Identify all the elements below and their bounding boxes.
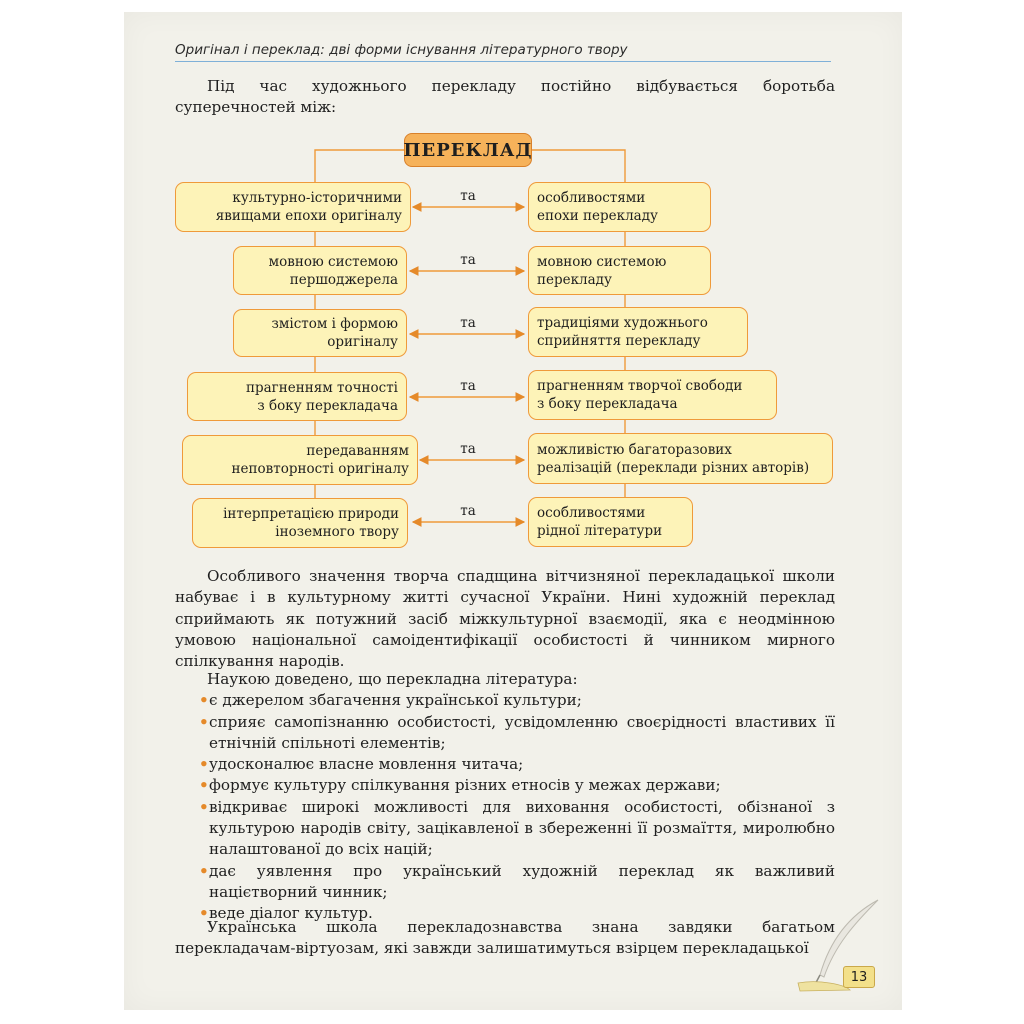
list-item: • є джерелом збагачення української культури; xyxy=(175,690,835,711)
benefits-list xyxy=(175,669,835,925)
right-box-6: особливостями рідної літератури xyxy=(528,497,693,547)
running-header: Оригінал і переклад: дві форми існування літературного твору xyxy=(175,42,831,62)
intro-text: Під час художнього перекладу постійно відбувається боротьба суперечностей між: xyxy=(175,77,835,117)
left-box-4: прагненням точності з боку перекладача xyxy=(187,372,407,421)
list-item: • удосконалює власне мовлення читача; xyxy=(175,754,835,775)
bullet-icon: • xyxy=(199,861,209,880)
bullet-icon: • xyxy=(199,776,209,795)
bullet-icon: • xyxy=(199,904,209,923)
left-box-3: змістом і формою оригіналу xyxy=(233,309,407,357)
bullet-icon: • xyxy=(199,691,209,710)
connector-label-6: та xyxy=(460,503,476,519)
connector-label-2: та xyxy=(460,252,476,268)
paragraph-1-text: Особливого значення творча спадщина вітчизняної перекладацької школи набуває і в культурному житті сучасної України. Нині художній переклад сприймають як потужний засіб міжкультурної взаємодії, яка є неодмінною умовою національної самоідентифікації особистості й чинником мирного спілкування народів. xyxy=(175,567,835,671)
list-item: • формує культуру спілкування різних етносів у межах держави; xyxy=(175,775,835,796)
left-box-6: інтерпретацією природи іноземного твору xyxy=(192,498,408,548)
connector-label-1: та xyxy=(460,188,476,204)
paragraph-2 xyxy=(175,917,835,960)
right-box-5: можливістю багаторазових реалізацій (переклади різних авторів) xyxy=(528,433,833,484)
list-item: • сприяє самопізнанню особистості, усвідомленню своєрідності властивих її етнічній спільноті елементів; xyxy=(199,712,835,752)
bullet-icon: • xyxy=(199,712,209,731)
paragraph-2-text: Українська школа перекладознавства знана завдяки багатьом перекладачам-віртуозам, які завжди залишатимуться взірцем перекладацької xyxy=(175,918,835,958)
list-item: • веде діалог культур. xyxy=(175,903,835,924)
connector-label-4: та xyxy=(460,378,476,394)
left-box-2: мовною системою першоджерела xyxy=(233,246,407,295)
right-box-2: мовною системою перекладу xyxy=(528,246,711,295)
list-item: • дає уявлення про український художній переклад як важливий націєтворний чинник; xyxy=(199,861,835,901)
page-number: 13 xyxy=(843,966,875,988)
right-box-4: прагненням творчої свободи з боку перекладача xyxy=(528,370,777,420)
bullet-icon: • xyxy=(199,755,209,774)
diagram-title-box: ПЕРЕКЛАД xyxy=(404,133,532,167)
right-box-3: традиціями художнього сприйняття перекладу xyxy=(528,307,748,357)
left-box-1: культурно-історичними явищами епохи оригіналу xyxy=(175,182,411,232)
paragraph-1 xyxy=(175,566,835,672)
list-lead: Наукою доведено, що перекладна література: xyxy=(207,670,578,688)
bullet-icon: • xyxy=(199,797,209,816)
connector-label-3: та xyxy=(460,315,476,331)
connector-label-5: та xyxy=(460,441,476,457)
right-box-1: особливостями епохи перекладу xyxy=(528,182,711,232)
quill-icon xyxy=(790,895,890,995)
list-item: • відкриває широкі можливості для виховання особистості, обізнаної з культурою народів світу, зацікавленої в збереженні її розмаїття, миролюбно налаштованої до всіх націй; xyxy=(199,797,835,859)
left-box-5: передаванням неповторності оригіналу xyxy=(182,435,418,485)
